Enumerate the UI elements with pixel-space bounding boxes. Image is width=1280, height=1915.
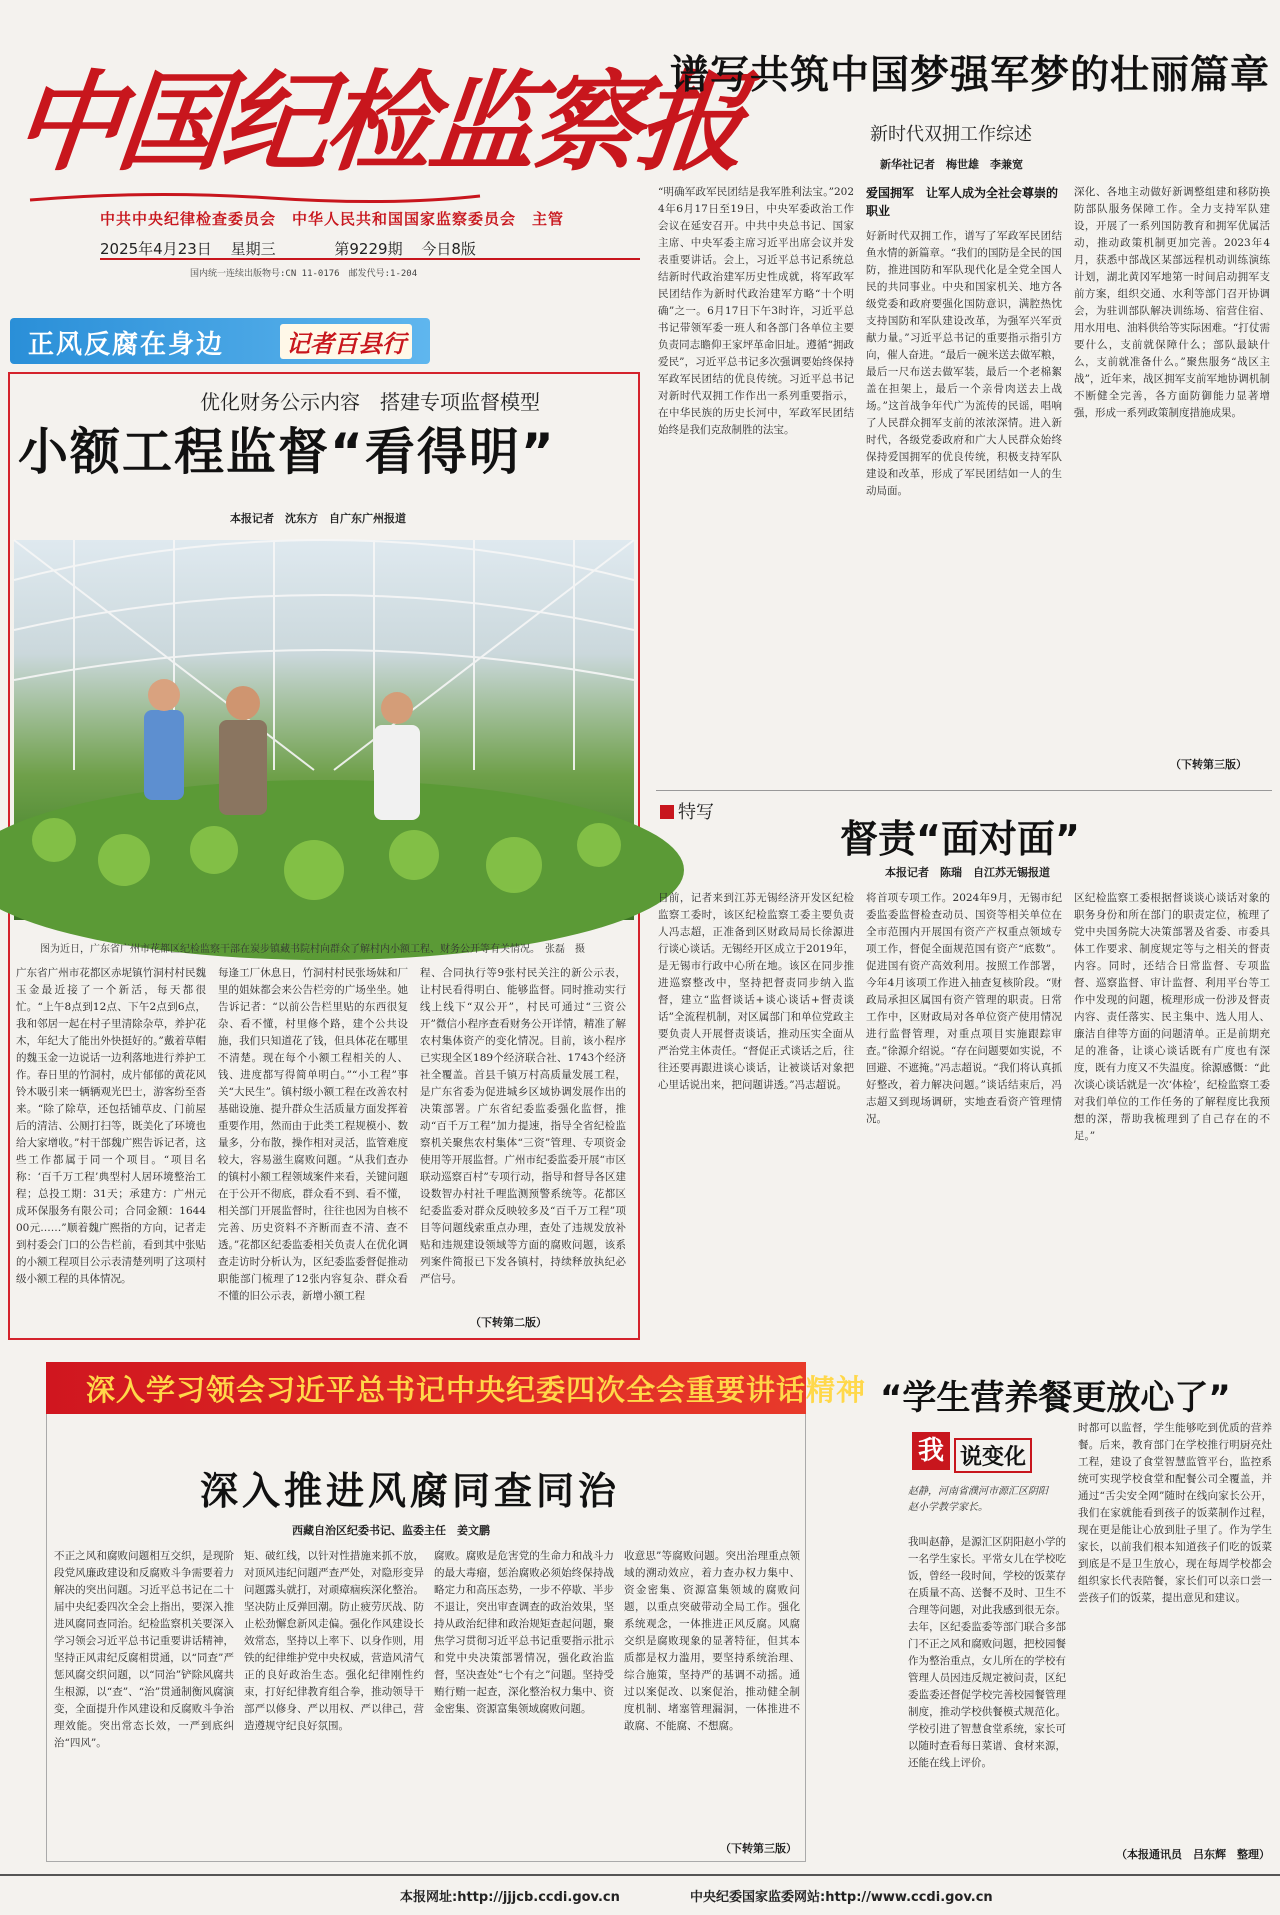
bottom-right-col-1: 我叫赵静，是源汇区阴阳赵小学的一名学生家长。平常女儿在学校吃饭，曾经一段时间，学校的饭菜存在质量不高、送餐不及时、卫生不合理等问题，对此我感到很无奈。去年，区纪委监委等部门联合多部门不正之风和腐败问题，把校园餐作为整治重点，女儿所在的学校有管理人员因违反规定被问责，区纪委监委还督促学校完善校园餐管理制度，推动学校供餐模式规范化。学校引进了智慧食堂系统，家长可以随时查看每日菜谱、食材来源，还能在线上评价。: [908, 1536, 1066, 1769]
bottom-left-headline: 深入推进风腐同查同治: [200, 1469, 621, 1513]
feature-col-2: 将首项专项工作。2024年9月，无锡市纪委监委监督检查动员、国资等相关单位在全市范围内开展国有资产产权重点领域专项工作，督促全面规范国有资产“底数”。促进国有资产高效利用。按照工作部署，今年4月该项工作进入抽查复核阶段。“财政局承担区属国有资产管理的职责。日常工作中，区财政局对各单位资产使用情况进行监督管理，对重点项目实施跟踪审查。”徐源介绍说。“存在问题要如实说，不回避、不遮掩。”冯志超说。“我们将认真抓好整改，着力解决问题。”谈话结束后，冯志超又到现场调研，实地查看资产管理情况。: [866, 892, 1062, 1125]
top-right-continued: （下转第三版）: [1170, 758, 1247, 771]
bottom-left-col-4: 收意思”等腐败问题。突出治理重点领域的溯动效应，着力查办权力集中、资金密集、资源富集领域的腐败问题，以重点突破带动全局工作。强化系统观念，一体推进正风反腐。风腐交织是腐败现象的显著特征，但其本质都是权力滥用，要坚持系统治理、综合施策，坚持严的基调不动摇。通过以案促改、以案促治，推动健全制度机制、堵塞管理漏洞，一体推进不敢腐、不能腐、不想腐。: [624, 1550, 800, 1732]
bottom-right-col-2: 时都可以监督，学生能够吃到优质的营养餐。后来，教育部门在学校推行明厨亮灶工程，建设了食堂智慧监管平台，监控系统可实现学校食堂和配餐公司全覆盖，并通过“舌尖安全网”随时在线向家长公开，我们在家就能看到孩子的饭菜制作过程，现在更是能让心放到肚子里了。作为学生家长，以前我们根本知道孩子们吃的饭菜到底是不是卫生放心，现在每周学校都会组织家长代表陪餐，家长们可以亲口尝一尝孩子们的饭菜，提出意见和建议。: [1078, 1422, 1272, 1604]
footer-site-link[interactable]: 本报网址:http://jjjcb.ccdi.gov.cn: [400, 1890, 620, 1905]
page-footer: [0, 1874, 1280, 1915]
lead-col-2: 每逢工厂休息日，竹洞村村民张场妹和厂里的姐妹都会来公告栏旁的广场坐坐。她告诉记者：“以前公告栏里贴的东西很复杂、看不懂，村里修个路，建个公共设施，我们只知道花了钱，但具体花在哪里不清楚。现在每个小额工程相关的人、钱、进度都写得简单明白。”“小工程”事关“大民生”。镇村级小额工程在改善农村基础设施、提升群众生活质量方面发挥着重要作用，然而由于此类工程规模小、数量多，分布散，操作相对灵活，监管难度较大，容易滋生腐败问题。“从我们查办的镇村小额工程领域案件来看，关键问题在于公开不彻底，群众看不到、看不懂，相关部门开展监督时，往往也因为自核不完善、历史资料不齐断而查不清、查不透。”花都区纪委监委相关负责人在优化调查走访时分析认为，区纪委监委督促推动职能部门梳理了12张内容复杂、群众看不懂的旧公示表，新增小额工程: [218, 967, 408, 1302]
masthead-dateline: [100, 238, 490, 259]
top-right-byline: 新华社记者 梅世雄 李兼宽: [880, 158, 1023, 171]
top-right-col-3: 深化、各地主动做好新调整组建和移防换防部队服务保障工作。全力支持军队建设，开展了一系列国防教育和拥军优属活动，推动政策机制更加完善。2023年4月，获悉中部战区某部远程机动训练演练计划，湖北黄冈军地第一时间启动拥军支前方案，组织交通、水利等部门召开协调会，为驻训部队解决训练场、宿营住宿、用水用电、油料供给等实际困难。“打仗需要什么，支前就保障什么；部队最缺什么，支前就准备什么。”聚焦服务“战区主战”，近年来，战区拥军支前军地协调机制不断健全完善，各方面防御能力显著增强，形成一系列政策制度措施成果。: [1074, 186, 1270, 419]
bottom-right-headline: “学生营养餐更放心了”: [880, 1378, 1231, 1418]
registration-line: 国内统一连续出版物号:CN 11-0176 邮发代号:1-204: [190, 269, 418, 279]
bottom-left-col-3: 腐败。腐败是危害党的生命力和战斗力的最大毒瘤，惩治腐败必须始终保持战略定力和高压态势，一步不停歇、半步不退让，突出审查调查的政治效果，坚持从政治纪律和政治规矩查起问题，聚焦学习贯彻习近平总书记重要指示批示和党中央决策部署情况，强化政治监督，坚决查处“七个有之”问题。坚持受贿行贿一起查，深化整治权力集中、资金密集、资源富集领域腐败问题。: [434, 1550, 614, 1715]
issue-number: 第9229期: [334, 240, 403, 258]
issue-pages: 今日8版: [421, 240, 476, 258]
section-banner-title: 正风反腐在身边: [28, 330, 225, 360]
feature-col-3: 区纪检监察工委根据督谈谈心谈话对象的职务身份和所在部门的职责定位，梳理了党中央国务院大决策部署及省委、市委具体工作要求、制度规定等与之相关的督责内容。同时，还结合日常监督、专项监督、巡察监督、审计监督、利用平台等工作中发现的问题，梳理形成一份涉及督责内容、责任落实、民主集中、选人用人、廉洁自律等方面的问题清单。正是前期充足的准备，让谈心谈话既有广度也有深度，既有力度又不失温度。徐源感慨：“此次谈心谈话就是一次‘体检’，纪检监察工委对我们单位的工作任务的了解程度比我预想的深，帮助我梳理到了自己存在的不足。”: [1074, 892, 1270, 1142]
section-banner-subtitle: 记者百县行: [280, 324, 412, 359]
lead-col-3: 程、合同执行等9张村民关注的新公示表，让村民看得明白、能够监督。同时推动实行线上线下“双公开”，村民可通过“三资公开”微信小程序查看财务公开详情，精准了解农村集体资产的变化情况。目前，该小程序已实现全区189个经济联合社、1743个经济社全覆盖。首县千镇万村高质量发展工程，是广东省委为促进城乡区域协调发展作出的决策部署。广东省纪委监委强化监督，推动“百千万工程”加力提速，指导全省纪检监察机关聚焦农村集体“三资”管理、专项资金使用等开展监督。广州市纪委监委开展“市区联动巡察百村”专项行动，指导和督导各区建设数智办村社千哩监测预警系统等。花都区纪委监委对群众反映较多及“百千万工程”项目等问题线索重点办理，查处了违规发放补贴和违规建设领域等方面的腐败问题，该系列案件简报已下发各镇村，持续释放执纪必严信号。: [420, 967, 626, 1285]
masthead-logo: 中国纪检监察报: [7, 60, 749, 186]
lead-photo-caption: 图为近日，广东省广州市花都区纪检监察干部在炭步镇藏书院村向群众了解村内小额工程、财务公开等有关情况。 张磊 摄: [40, 944, 585, 955]
bottom-right-continued: （本报通讯员 吕东辉 整理）: [1116, 1848, 1270, 1861]
bottom-left-col-2: 矩、破红线，以针对性措施来抓不放，对顶风违纪问题严查严处，对隐形变异问题露头就打，对顽瘴痼疾深化整治。坚决防止反弹回潮。防止疲劳厌战、防止松劲懈怠新风走偏。强化作风建设长效常态，坚持以上率下、以身作则，用铁的纪律维护党中央权威，营造风清气正的良好政治生态。强化纪律刚性约束，打好纪律教育组合拳，推动领导干部严以修身、严以用权、严以律己，营造遵规守纪良好氛围。: [244, 1550, 424, 1732]
bottom-left-col-1: 不正之风和腐败问题相互交织，是现阶段党风廉政建设和反腐败斗争需要着力解决的突出问题。习近平总书记在二十届中央纪委四次全会上指出，要深入推进风腐同查同治。纪检监察机关要深入学习领会习近平总书记重要讲话精神，坚持正风肃纪反腐相贯通，以“同查”严惩风腐交织问题，以“同治”铲除风腐共生根源，以“查”、“治”贯通制衡风腐演变，全面提升作风建设和反腐败斗争治理效能。突出常态长效，一严到底纠治“四风”。: [54, 1550, 234, 1749]
lead-col-1: 广东省广州市花都区赤坭镇竹洞村村民魏玉金最近接了一个新活，每天都很忙。“上午8点到12点、下午2点到6点，我和邻居一起在村子里清除杂草，养护花木，年纪大了能出外快挺好的。”戴着草帽的魏玉金一边说话一边利落地进行养护工作。春日里的竹洞村，成片郁郁的黄花风铃木吸引来一辆辆观光巴士，游客纷至沓来。“除了除草，还包括铺草皮、门前屋后的清洁、公厕打扫等，既美化了环境也给大家增收。”村干部魏广熙告诉记者，这些工作都属于同一个项目。“项目名称：‘百千万工程’典型村人居环境整治工程；总投工期：31天；承建方：广州元成环保服务有限公司；合同金额：164400元……”顺着魏广熙指的方向，记者走到村委会门口的公告栏前，看到其中张贴的小额工程项目公示表清楚列明了这项村级小额工程的具体情况。: [16, 967, 206, 1285]
bottom-left-byline: 西藏自治区纪委书记、监委主任 姜文鹏: [292, 1524, 490, 1537]
bottom-right-byline: 赵静，河南省濮河市源汇区阴阳赵小学教学家长。: [908, 1486, 1048, 1513]
top-right-headline: 谱写共筑中国梦强军梦的壮丽篇章: [670, 53, 1271, 98]
lead-byline: 本报记者 沈东方 自广东广州报道: [230, 512, 406, 525]
logo-underline: [30, 190, 480, 204]
top-right-subhead: 新时代双拥工作综述: [870, 124, 1032, 145]
lead-kicker: 优化财务公示内容 搭建专项监督模型: [200, 390, 540, 414]
study-banner-text: 深入学习领会习近平总书记中央纪委四次全会重要讲话精神: [86, 1373, 867, 1407]
masthead-divider: [100, 258, 640, 260]
feature-tag: [660, 798, 714, 824]
study-banner: [46, 1362, 867, 1414]
top-right-divider: [656, 790, 1272, 791]
lead-photo: [14, 540, 634, 920]
greenhouse-illustration: [14, 540, 634, 920]
bottom-left-continued: （下转第三版）: [720, 1842, 797, 1855]
section-banner: [10, 318, 430, 364]
top-right-col-1: “明确军政军民团结是我军胜利法宝。”2024年6月17日至19日，中央军委政治工作会议在延安召开。中共中央总书记、国家主席、中央军委主席习近平出席会议并发表重要讲话。会上，习近平总书记系统总结新时代政治建军历史性成就，将军政军民团结作为新时代政治建军方略“十个明确”之一。6月17日下午3时许，习近平总书记带领军委一班人和各部门各单位主要负责同志瞻仰王家坪革命旧址。遵循“拥政爱民”，习近平总书记多次强调要始终保持军政军民团结的优良传统。习近平总书记对新时代双拥工作作出一系列重要指示，在中华民族的历史长河中，军政军民团结始终是我们克敌制胜的法宝。: [658, 186, 854, 436]
feature-tag-label: 特写: [678, 802, 714, 823]
issue-date: 2025年4月23日: [100, 240, 212, 258]
feature-tag-icon: [660, 805, 674, 819]
bottom-right-tag-rest: 说变化: [954, 1438, 1032, 1473]
lead-headline: 小额工程监督“看得明”: [18, 423, 556, 481]
top-right-subheading: 爱国拥军 让军人成为全社会尊崇的职业: [866, 186, 1059, 218]
feature-headline: 督责“面对面”: [840, 817, 1080, 861]
feature-byline: 本报记者 陈瑞 自江苏无锡报道: [885, 866, 1050, 879]
top-right-col-2: 好新时代双拥工作，谱写了军政军民团结鱼水情的新篇章。“我们的国防是全民的国防，推进国防和军队现代化是全党全国人民的共同事业。中央和国家机关、地方各级党委和政府要强化国防意识，满腔热忱支持国防和军队建设改革，为强军兴军贡献力量。”习近平总书记的重要指示指引方向，催人奋进。“最后一碗米送去做军粮，最后一尺布送去做军装，最后一个老棉絮盖在担架上，最后一个亲骨肉送去上战场。”这首战争年代广为流传的民谣，唱响了人民群众拥军支前的浓浓深情。进入新时代，各级党委政府和广大人民群众始终保持爱国拥军的优良传统，积极支持军队建设和改革，形成了军民团结如一人的生动局面。: [866, 230, 1062, 497]
lead-continued: （下转第二版）: [470, 1316, 547, 1329]
bottom-right-tag-big: 我: [912, 1432, 950, 1470]
footer-ccdi-link[interactable]: 中央纪委国家监委网站:http://www.ccdi.gov.cn: [690, 1890, 993, 1905]
feature-col-1: 日前，记者来到江苏无锡经济开发区纪检监察工委时，该区纪检监察工委主要负责人冯志超，正准备到区财政局局长徐源进行谈心谈话。无锡经开区成立于2019年，是无锡市行政中心所在地。该区在同步推进巡察整改中，坚持把督责同步纳入监督，建立“监督谈话+谈心谈话+督责谈话”全流程机制，对区属部门和单位党政主要负责人开展督责谈话，推动压实全面从严治党主体责任。“督促正式谈话之后，往往还要再跟进谈心谈话，让被谈话对象把心里话说出来，把问题讲透。”冯志超说。: [658, 892, 854, 1091]
masthead-sponsors: 中共中央纪律检查委员会 中华人民共和国国家监察委员会 主管: [100, 210, 565, 228]
issue-weekday: 星期三: [230, 240, 276, 258]
bottom-right-tag: [912, 1432, 1044, 1474]
